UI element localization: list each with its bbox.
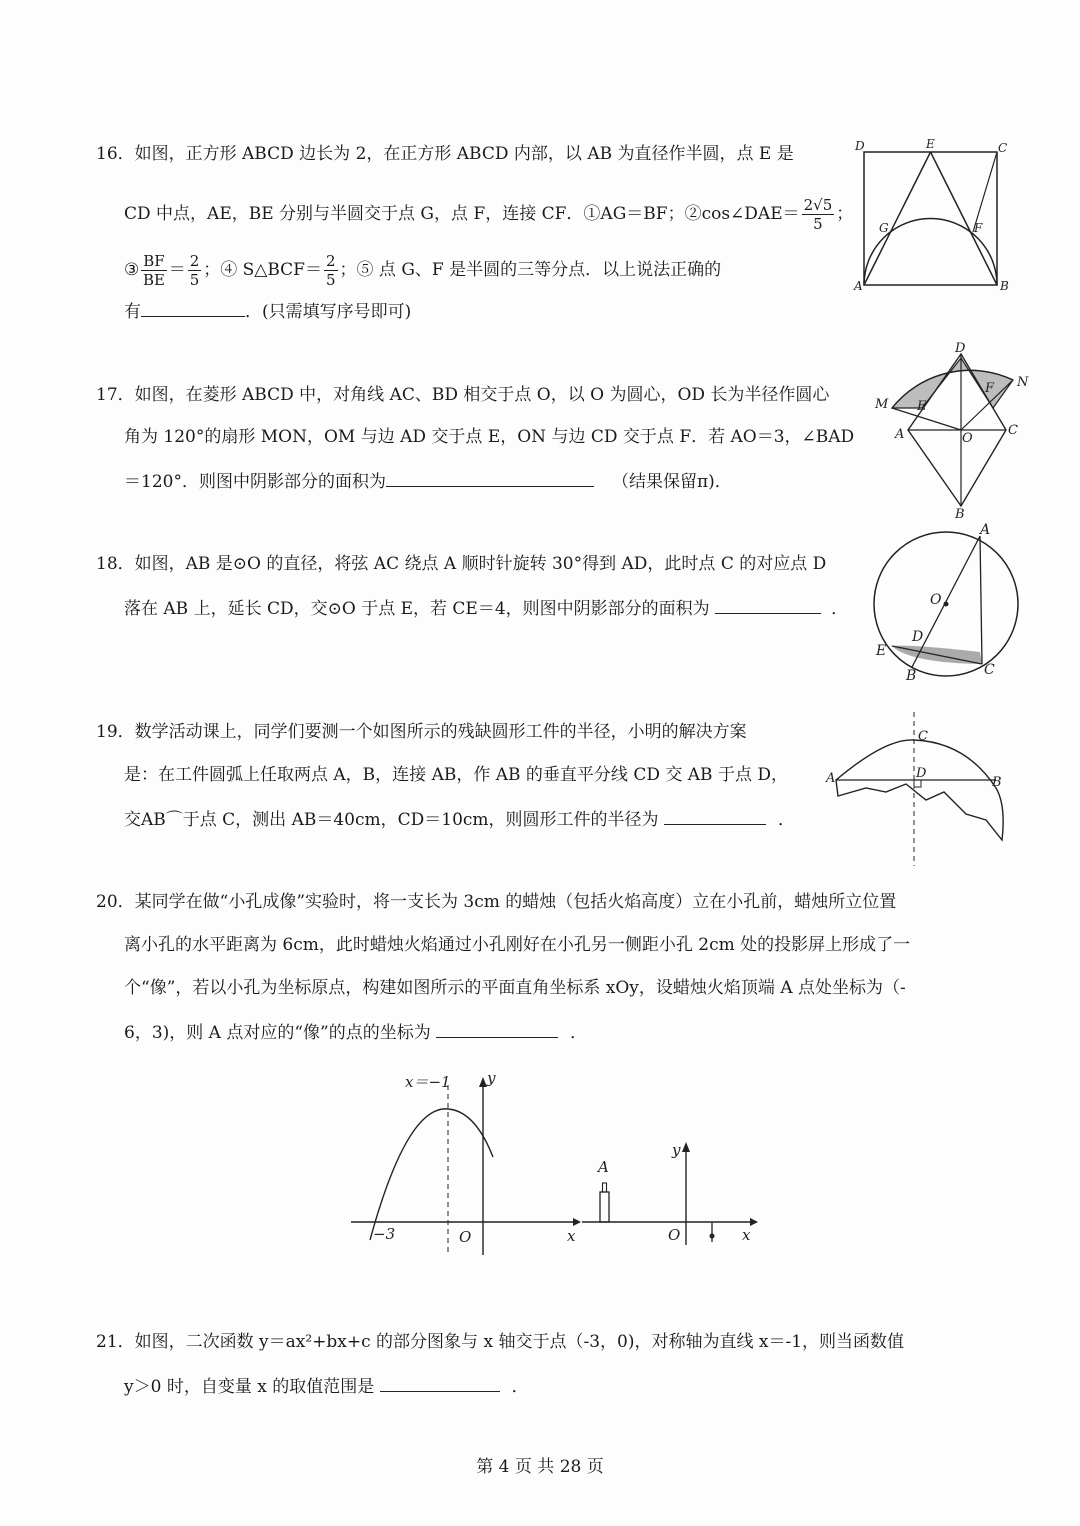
y-label: y bbox=[487, 1069, 496, 1087]
q20-period: ． bbox=[570, 1023, 588, 1043]
label-e: E bbox=[926, 137, 935, 151]
q20-line2: 离小孔的水平距离为 6cm，此时蜡烛火焰通过小孔刚好在小孔另一侧距小孔 2cm 处的投影屏上形成了一 bbox=[124, 935, 911, 955]
q16-frac-bf-be bbox=[141, 252, 166, 289]
q17-hint: （结果保留π)． bbox=[611, 472, 732, 492]
label-f: F bbox=[985, 381, 995, 396]
y-label: y bbox=[672, 1141, 681, 1159]
q19-answer-blank[interactable] bbox=[664, 806, 766, 825]
q19-line2: 是：在工件圆弧上任取两点 A，B，连接 AB，作 AB 的垂直平分线 CD 交 AB 于点 D， bbox=[124, 765, 788, 785]
frac-num: 2 bbox=[325, 252, 336, 270]
q19-line3 bbox=[124, 806, 795, 832]
image-point bbox=[710, 1234, 715, 1239]
parabola-curve bbox=[370, 1109, 493, 1240]
frac-den: 5 bbox=[189, 271, 200, 289]
candle-flame bbox=[603, 1183, 607, 1192]
label-d: D bbox=[855, 139, 865, 153]
label-g: G bbox=[879, 221, 889, 235]
label-f: F bbox=[974, 221, 983, 235]
segment-cf bbox=[973, 152, 997, 232]
broken-workpiece bbox=[836, 740, 1003, 840]
q21-line2 bbox=[124, 1373, 529, 1399]
label-c: C bbox=[918, 729, 928, 744]
origin-label: O bbox=[668, 1226, 681, 1244]
origin-label: O bbox=[459, 1228, 472, 1246]
label-c: C bbox=[984, 662, 995, 678]
frac-den: BE bbox=[142, 271, 165, 289]
q16-frac-2-5 bbox=[188, 252, 202, 289]
q20-figure bbox=[582, 1140, 772, 1250]
q16-item4: ；④ S△BCF＝ bbox=[203, 260, 322, 280]
q16-hint: ．(只需填写序号即可) bbox=[245, 302, 412, 322]
q21-answer-blank[interactable] bbox=[380, 1373, 500, 1392]
q21-question: y＞0 时，自变量 x 的取值范围是 bbox=[124, 1377, 375, 1397]
label-n: N bbox=[1017, 375, 1029, 390]
label-o: O bbox=[962, 431, 973, 446]
q21-figure bbox=[345, 1065, 585, 1265]
q20-question: 6，3)，则 A 点对应的“像”的点的坐标为 bbox=[124, 1023, 431, 1043]
candle-body bbox=[600, 1192, 609, 1222]
label-a: A bbox=[598, 1158, 609, 1176]
q19-line1: 19．数学活动课上，同学们要测一个如图所示的残缺圆形工件的半径，小明的解决方案 bbox=[96, 722, 747, 742]
frac-num: 2√5 bbox=[803, 196, 833, 214]
q20-answer-blank[interactable] bbox=[436, 1019, 558, 1038]
q19-figure bbox=[826, 710, 1016, 870]
q16-line2-text: CD 中点，AE，BE 分别与半圆交于点 G，点 F，连接 CF．①AG＝BF；②cos∠DAE＝ bbox=[124, 204, 800, 224]
equals: ＝ bbox=[168, 260, 186, 280]
q17-question: ＝120°．则图中阴影部分的面积为 bbox=[124, 472, 386, 492]
q17-line2: 角为 120°的扇形 MON，OM 与边 AD 交于点 E，ON 与边 CD 交于点 F．若 AO＝3，∠BAD bbox=[124, 427, 855, 447]
label-o: O bbox=[930, 592, 942, 608]
label-a: A bbox=[826, 771, 836, 786]
page-footer: 第 4 页 共 28 页 bbox=[476, 1457, 604, 1477]
q20-line4 bbox=[124, 1019, 587, 1045]
center-dot bbox=[944, 602, 949, 607]
symmetry-label: x＝−1 bbox=[405, 1073, 451, 1091]
q19-period: ． bbox=[777, 810, 795, 830]
label-d: D bbox=[912, 629, 924, 645]
q16-figure bbox=[850, 137, 1010, 300]
x-label: x bbox=[742, 1226, 751, 1244]
q16-line3 bbox=[124, 252, 721, 289]
chord-ac bbox=[980, 536, 982, 664]
q16-answer-blank[interactable] bbox=[141, 298, 245, 317]
label-a: A bbox=[895, 427, 905, 442]
q16-frac-cos bbox=[802, 196, 835, 233]
q18-line2 bbox=[124, 595, 848, 621]
q21-line1: 21．如图，二次函数 y＝ax²+bx+c 的部分图象与 x 轴交于点（-3，0)，对称轴为直线 x＝-1，则当函数值 bbox=[96, 1332, 905, 1352]
right-angle-mark bbox=[914, 780, 921, 787]
q21-period: ． bbox=[511, 1377, 529, 1397]
q16-line4 bbox=[124, 298, 411, 324]
label-a: A bbox=[854, 279, 863, 293]
q20-line1: 20．某同学在做“小孔成像”实验时，将一支长为 3cm 的蜡烛（包括火焰高度）立在小孔前，蜡烛所立位置 bbox=[96, 892, 897, 912]
x-axis-arrow bbox=[750, 1218, 758, 1226]
label-b: B bbox=[992, 775, 1002, 790]
label-e: E bbox=[917, 399, 927, 414]
q19-question: 交AB⌒于点 C，测出 AB＝40cm，CD＝10cm，则圆形工件的半径为 bbox=[124, 810, 659, 830]
q18-figure bbox=[870, 520, 1030, 684]
label-d: D bbox=[916, 766, 927, 781]
label-c: C bbox=[998, 141, 1008, 155]
label-e: E bbox=[876, 643, 887, 659]
label-b: B bbox=[955, 507, 965, 522]
label-d: D bbox=[955, 341, 966, 356]
q18-answer-blank[interactable] bbox=[715, 595, 821, 614]
q18-line1: 18．如图，AB 是⊙O 的直径，将弦 AC 绕点 A 顺时针旋转 30°得到 AD，此时点 C 的对应点 D bbox=[96, 554, 827, 574]
y-axis-arrow bbox=[682, 1142, 690, 1152]
frac-den: 5 bbox=[813, 215, 823, 233]
q17-line3 bbox=[124, 468, 732, 494]
label-c: C bbox=[1008, 423, 1018, 438]
q18-question: 落在 AB 上，延长 CD，交⊙O 于点 E，若 CE＝4，则图中阴影部分的面积为 bbox=[124, 599, 710, 619]
q20-line3: 个“像”，若以小孔为坐标原点，构建如图所示的平面直角坐标系 xOy，设蜡烛火焰顶端 A 点处坐标为（- bbox=[124, 978, 906, 998]
q16-frac-area bbox=[324, 252, 338, 289]
y-axis-arrow bbox=[479, 1077, 487, 1087]
label-b: B bbox=[1000, 279, 1009, 293]
q16-circled-3: ③ bbox=[124, 260, 140, 280]
q18-period: ． bbox=[831, 599, 849, 619]
q16-line2: CD 中点，AE，BE 分别与半圆交于点 G，点 F，连接 CF．①AG＝BF；②cos∠DAE＝ $\frac{2√5}{5}$ ； bbox=[124, 196, 854, 233]
q16-item5: ；⑤ 点 G、F 是半圆的三等分点．以上说法正确的 bbox=[339, 260, 722, 280]
q17-answer-blank[interactable] bbox=[386, 468, 594, 487]
q16-you: 有 bbox=[124, 302, 141, 322]
x-axis-arrow bbox=[573, 1218, 581, 1226]
frac-num: BF bbox=[143, 252, 165, 270]
frac-den: 5 bbox=[325, 271, 336, 289]
x-label: x bbox=[567, 1227, 576, 1245]
q17-figure bbox=[875, 340, 1035, 520]
frac-num: 2 bbox=[189, 252, 200, 270]
q16-line1: 16．如图，正方形 ABCD 边长为 2，在正方形 ABCD 内部，以 AB 为直径作半圆，点 E 是 bbox=[96, 144, 794, 164]
minus-three-label: −3 bbox=[373, 1225, 396, 1243]
label-m: M bbox=[875, 397, 889, 412]
q17-line1: 17．如图，在菱形 ABCD 中，对角线 AC、BD 相交于点 O，以 O 为圆心，OD 长为半径作圆心 bbox=[96, 385, 830, 405]
label-a: A bbox=[980, 522, 991, 538]
label-b: B bbox=[906, 668, 917, 684]
